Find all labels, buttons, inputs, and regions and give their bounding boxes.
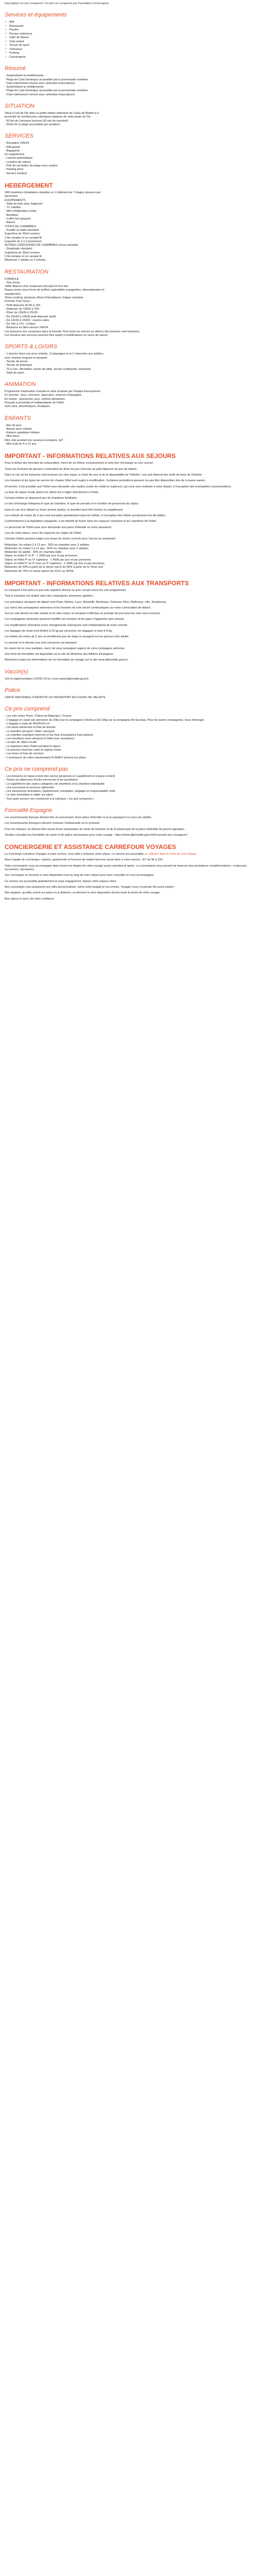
prix-comprend-line: - Le transfert aéroport / hôtel / aéroport: [5, 730, 55, 733]
prix-non-line: - Les assurances annulation, rapatriement, annulation, bagages et responsabilité civile: [5, 790, 116, 793]
animation-body: [5, 390, 253, 409]
conciergerie-paragraph: Votre conciergerie vous accompagne dans toutes les étapes de votre voyage avant, pendant et après. La conciergerie vous permet de réserver des prestations complémentaires : restaurant, excursions, spectacles...: [5, 864, 247, 872]
important1-line: Séjour en hôtel 4* ou 5* supérieur : 1 400€ par jour et par personne.: [5, 558, 92, 562]
services2-line: - Service médical: [5, 172, 27, 175]
services-item: ✓ Restaurant: [5, 24, 24, 28]
prix-comprend-line: - 1 bagage en soute par personne de 20kg (sur la compagnie Volotea et de 23kg sur la compagnie Air Europa). Pour les autres compagnies, nous interroger.: [5, 718, 205, 722]
hebergement-line: TYPES DE CHAMBRES: [5, 225, 36, 228]
enfants-body: [5, 424, 253, 447]
hebergement-line: - Coffre-fort (payant): [5, 217, 31, 221]
prix-non-line: - La taxe touristique à régler sur place: [5, 793, 53, 797]
services-title: Services et équipements: [5, 12, 67, 19]
important2-paragraph: Sur les vols directs en aller simple et en aller-retour, le transport s'effectue en principe de jour pour les vols court-courriers.: [5, 612, 161, 616]
conciergerie-body: [5, 853, 253, 901]
animation-line: Golf, bars, discothèques, boutiques: [5, 405, 50, 409]
vaccins-body: [5, 677, 253, 681]
hebergement-line: - Bouilloire: [5, 213, 19, 217]
prix-comprend-line: - Les taxes et frais de services: [5, 752, 44, 756]
police-line: CARTE NATIONALE D'IDENTITE OU PASSEPORT EN COURS DE VALIDITE: [5, 696, 106, 700]
intro-text: Description Ce prix comprend / Ce prix ne comprend pas Formalités Conciergerie: [5, 2, 109, 5]
important1-paragraph: Certains hôtels peuvent exiger une tenue de soirée correcte pour l'accès au restaurant.: [5, 537, 116, 541]
prix-comprend-line: - La pension réservée selon le régime choisi: [5, 749, 61, 752]
prix-comprend-line: - Les vols retour Paris / Palma de Majorque / France: [5, 715, 72, 718]
formalites-title: Formalité Espagne: [5, 807, 53, 814]
conciergerie-title: CONCIERGERIE ET ASSISTANCE CARREFOUR VOYAGES: [5, 843, 176, 851]
prix-comprend-line: - L'assistance de notre représentant FLANEO présent sur place: [5, 756, 86, 759]
important1-paragraph: Le bon d'échange indiquera le type de chambre, le type de pension et le nombre de personnes du séjour.: [5, 502, 139, 506]
police-body: [5, 696, 253, 700]
resume-line: - Surplombant la méditerranée: [5, 74, 44, 78]
hebergement-title: HEBERGEMENT: [5, 181, 53, 189]
restauration-title: RESTAURATION: [5, 268, 49, 275]
important1-paragraph: Conformément à la législation espagnole, il est interdit de fumer dans les espaces communs et les chambres de l'hôtel.: [5, 520, 157, 523]
conciergerie-paragraph: Bon séjour et merci de votre confiance.: [5, 897, 55, 901]
hebergement-line: 2 lits simples et un canapé-lit: [5, 255, 42, 258]
services-item: ✓ Télévision: [5, 47, 23, 51]
services2-line: - Prêt de serviettes de plage sous caution: [5, 164, 58, 168]
services-item: ✓ Piscine: [5, 28, 19, 32]
sports-line: - Salle de sport: [5, 371, 24, 375]
resume-title: Résumé: [5, 65, 26, 72]
resume-line: - Plage de Cala Domingos accessible par la promenade maritime: [5, 78, 88, 81]
important1-paragraph: Le personnel de l'hôtel peut vous demander une pièce d'identité ou votre passeport.: [5, 526, 112, 529]
formalites-paragraph: Pour les mineurs, ils doivent être munis d'une autorisation de sortie de territoire et de la photocopie de la pièce d'identité du parent signataire.: [5, 827, 185, 831]
conciergerie-paragraph: Nos équipes, qu'elles soient sur place ou à distance, se tiennent à votre disposition durant toute la durée de votre voyage.: [5, 891, 160, 895]
restauration-line: - De 16h à 17h : Crêpes: [5, 323, 36, 326]
enfants-line: - Mini-club de 4 à 12 ans: [5, 443, 37, 446]
formalites-paragraph: Les ressortissants français doivent être en possession d'une pièce d'identité ou d'un passeport en cours de validité.: [5, 816, 152, 819]
prix-comprend-title: Ce prix comprend: [5, 706, 50, 713]
resume-line: - Club entièrement rénové avec animation francophone: [5, 81, 75, 85]
situation-body: [5, 112, 253, 127]
services-list: [5, 21, 253, 59]
important1-line: Réduction 1er enfant 2 à 11 ans : 50% en chambre avec 2 adultes.: [5, 543, 90, 547]
situation-line: proximité de nombreuses calanques typiques de cette partie de l'île: [5, 115, 91, 119]
restauration-line: Show cooking, plusieurs dîners thématiques chaque semaine: [5, 296, 84, 300]
prix-comprend-body: [5, 715, 253, 760]
prix-non-line: - Toutes les dépenses d'ordre personnel et les pourboires: [5, 778, 78, 782]
enfants-line: - Espace aquatique ludique: [5, 431, 40, 435]
restauration-line: - Déjeuner de 13h00 à 15h: [5, 307, 39, 311]
restauration-line: Les horaires des services peuvent être sujets à modifications en cours de saison.: [5, 334, 109, 337]
services-item: ✓ Terrain de sport: [5, 44, 29, 47]
important2-title: IMPORTANT - INFORMATIONS RELATIVES AUX TRANSPORTS: [5, 579, 189, 587]
important1-paragraph: Les enfants de moins de 2 ans sont acceptés gratuitement dans les hôtels, à l'exception des hôtels qui facturent les lits bébés.: [5, 514, 166, 518]
resume-line: - Surplombant la méditerranée: [5, 86, 44, 89]
prix-non-line: - Le supplément des autres catégories de chambres et la chambre individuelle: [5, 782, 105, 786]
prix-non-body: [5, 775, 253, 801]
check-icon: ✓: [5, 32, 8, 36]
prix-comprend-line: - La taxe de séjour locale: [5, 741, 37, 744]
hebergement-line: - Salle de bain avec baignoire: [5, 202, 43, 206]
services2-line: En supplément :: [5, 153, 26, 157]
services2-line: - Réception 24h/24: [5, 142, 29, 145]
important2-paragraph: Tout le transport est réalisé avec des compagnies aériennes agréées.: [5, 595, 94, 598]
sports-body: [5, 352, 253, 375]
conciergerie-paragraph: Nous équipe de concierges, experts, passionnés et heureux de mettre tout leur savoir-faire à votre service, 7j/7 de 9h à 22h.: [5, 858, 164, 862]
prix-comprend-line: - Les taxes aériennes et frais de dossier: [5, 726, 56, 730]
prix-non-title: Ce prix ne comprend pas: [5, 766, 68, 772]
check-icon: ✓: [5, 52, 8, 55]
check-icon: ✓: [5, 36, 8, 40]
enfants-line: - Bassin pour enfants: [5, 427, 32, 431]
prix-non-line: - Les excursions et services optionnels: [5, 786, 55, 789]
formalites-body: [5, 816, 253, 837]
enfants-line: - Mini-disco: [5, 435, 20, 438]
restauration-line: Table disposé d'un restaurant principal et d'un bar.: [5, 285, 69, 289]
hebergement-line: Maximum 2 adultes et 2 enfants: [5, 259, 46, 262]
important2-paragraph: En raison de la crise sanitaire, merci de vous renseigner auprès de votre compagnie aérienne.: [5, 647, 125, 650]
restauration-line: - De 13h30 à 15h00 : snacks salés: [5, 318, 50, 322]
important2-paragraph: Les principaux aéroports de départ sont Paris, Nantes, Lyon, Marseille, Bordeaux, Toulouse, Nice, Mulhouse, Lille, Strasbourg.: [5, 600, 167, 604]
important1-title: IMPORTANT - INFORMATIONS RELATIVES AUX SEJOURS: [5, 452, 176, 460]
police-title: Police: [5, 687, 20, 694]
important1-line: Réduction 3e adulte : 20% en chambre triple.: [5, 551, 62, 554]
formalites-paragraph: Les ressortissants étrangers doivent contacter l'ambassade ou le consulat.: [5, 822, 100, 825]
important2-paragraph: Les compagnies aériennes peuvent modifier les horaires et les types d'appareils sans préavis.: [5, 618, 125, 621]
check-icon: ✓: [5, 24, 8, 28]
important2-paragraph: Le premier et le dernier jour sont consacrés au transport.: [5, 641, 77, 645]
check-icon: ✓: [5, 44, 8, 47]
conciergerie-paragraph: Ce service est accessible gratuitement et sans engagement, depuis votre espace client.: [5, 879, 117, 883]
check-icon: ✓: [5, 47, 8, 51]
animation-line: Payante à proximité et indépendante de l'hôtel: [5, 401, 64, 404]
important1-line: Réduction 2e enfant 2 à 11 ans : 50% en chambre avec 2 adultes.: [5, 547, 89, 550]
services-item: ✓ Conciergerie: [5, 55, 26, 59]
services2-line: - Wifi gratuit: [5, 145, 20, 149]
prix-comprend-line: - 1 bagage à main de 40x30x20 cm: [5, 722, 50, 725]
important2-paragraph: Les noms des compagnies aériennes et les horaires de vols seront communiqués sur votre convocation de départ.: [5, 606, 151, 609]
important2-paragraph: Les bagages de soute sont limités à 20 kg par personne, les bagages à main à 8 kg.: [5, 629, 112, 633]
important2-paragraph: Une fiche de formalités est disponible sur le site du Ministère des Affaires Étrangères.: [5, 653, 114, 656]
restauration-line: espagnoles).: [5, 292, 22, 296]
formalites-paragraph: Veuillez consulter les formalités de santé et de police nécessaires pour votre voyage : https://www.diplomatie.gouv.fr/fr/conseils-aux-voyageurs/: [5, 833, 188, 837]
restauration-line: - Tout inclus: [5, 281, 20, 284]
situation-line: - 63 km de l'aéroport (environ 50 min de transfert): [5, 119, 68, 123]
important1-line: Réduction de 75% en haute saison du 01/11 au 30/04.: [5, 569, 74, 573]
check-icon: ✓: [5, 21, 8, 24]
hebergement-line: - Quadruple standard :: [5, 247, 34, 251]
services2-line: - Parking privé: [5, 168, 24, 172]
hebergement-line: Superficie de 20m2 environ: [5, 251, 40, 255]
important2-paragraph: Les modifications d'horaires et les changements d'aéroports sont indépendants de notre volonté.: [5, 623, 128, 627]
animation-line: Programme d'animation complet et varié proposé par l'équipe francophone.: [5, 390, 101, 394]
hebergement-line: ascenseur: [5, 195, 18, 198]
important1-paragraph: Dans le cas d'un départ ou d'une arrivée tardive, le transfert peut être facturé en supplément.: [5, 508, 124, 512]
animation-line: En journée : jeux, concours, aqua-gym, séances d'aquagym,: [5, 394, 83, 397]
hebergement-line: - TV satellite: [5, 206, 21, 210]
services2-line: - Location de voiture: [5, 160, 31, 164]
important1-paragraph: Pour le début des formules de restauration, merci de se référer exclusivement à votre bon d'échange ou vos courriel: [5, 462, 153, 465]
important1-body: [5, 462, 253, 573]
important1-paragraph: Dans le cas où les boissons sont incluses lors des repas, le choix de vins et de la disponibilité de l'hôtelier. Leur prix dépend des tarifs de base de l'hôtelier: [5, 473, 202, 477]
enfants-title: ENFANTS: [5, 415, 31, 421]
important1-paragraph: Toute les formules de pension s'entendent du dîner du jour d'arrivée au petit déjeuner du jour de départ.: [5, 467, 137, 471]
important2-body: [5, 589, 253, 663]
vaccins-line: Voir la réglementation COVID-19 en cours www.diplomatie.gouv.fr: [5, 677, 89, 681]
situation-line: Situé à l'est de l'île dans la petite station balnéaire de Calas de Mallorca à: [5, 112, 99, 115]
hebergement-line: 2 lits simples et un canapé-lit: [5, 236, 42, 240]
restauration-body: [5, 278, 253, 338]
hebergement-line: 208 chambres climatisées réparties en 1 bâtiment de 7 étages desservi par: [5, 191, 101, 194]
prix-comprend-line: - Les transferts entre aéroport et hôtel avec assistance: [5, 737, 75, 741]
restauration-line: FORMULE: [5, 277, 19, 281]
restauration-line: - Boissons en libre-service 24h/24: [5, 326, 49, 330]
services-item: ✓ Wifi: [5, 21, 14, 24]
restauration-line: Formule Tout Inclus :: [5, 300, 31, 303]
hebergement-line: AUTRES CATEGORIES DE CHAMBRES (nous consulter: [5, 244, 78, 247]
important1-paragraph: La taxe de séjour locale (selon les villes) est à régler directement à l'hôtel.: [5, 490, 99, 494]
conciergerie-link[interactable]: en cliquant dans la visite de votre départ: [144, 853, 197, 856]
restauration-line: - De 10h30 à 13h30 petit déjeuner tardif: [5, 315, 56, 318]
conciergerie-paragraph: Vos concierges se tiennent à votre disposition tout au long de votre séjour pour vous conseiller et vous accompagner.: [5, 874, 155, 877]
important1-paragraph: Lors de votre séjour, merci de respecter les règles de l'hôtel.: [5, 531, 82, 535]
animation-title: ANIMATION: [5, 381, 36, 388]
important1-line: Séjour en hôtel 3* et 4* : 1 200€ par jour et par personne.: [5, 554, 78, 558]
sports-line: - Terrain de tennis: [5, 360, 28, 363]
services2-line: - Laverie automatique: [5, 157, 33, 160]
check-icon: ✓: [5, 55, 8, 59]
sports-line: - 1 piscine (dont une pour enfants, 2 patauages et et 2 réservées aux adultes,: [5, 352, 104, 356]
services2-body: [5, 142, 253, 176]
services2-line: - Bagagerie: [5, 149, 20, 152]
resume-line: - Plage de Cala Domingos accessible par la promenade maritime: [5, 89, 88, 93]
conciergerie-intro: Le Concierge Carrefour Voyages à votre service, vous aide à préparer votre séjour. Le service est accessible en cliquant dans la visite de votre départ: [5, 853, 197, 856]
sports-line: - Tir à l'arc, fléchettes, tennis de table, terrain multisports, waterpolo: [5, 367, 91, 371]
conciergerie-paragraph: Nos concierges vous proposent une offre personnalisée, selon votre budget et vos envies. Voyager vous n'a jamais été aussi simple !: [5, 885, 175, 889]
prix-comprend-line: - Le logement dans l'hôtel pendant le séjour: [5, 744, 61, 748]
enfants-line: - Aire de jeux: [5, 423, 22, 427]
important2-paragraph: Le transport n'est prévu et par voie régulière directe ou avec escale selon les vols programmés.: [5, 588, 127, 592]
page: [0, 0, 258, 912]
services-item: ✓ Parking: [5, 52, 19, 55]
services-item: ✓ Piscine extérieure: [5, 32, 33, 36]
check-icon: ✓: [5, 28, 8, 32]
vaccins-title: Vaccin(s): [5, 668, 28, 675]
hebergement-body: [5, 191, 253, 263]
important1-line: Séjour en hôtel 5* ou 5* luxe ou 4* supérieur : 1 600€ par jour et par personne.: [5, 562, 105, 566]
sports-line: avec chaises longues et parasols: [5, 356, 47, 360]
check-icon: ✓: [5, 40, 8, 43]
important2-paragraph: Les bébés de moins de 2 ans ne bénéficient pas de siège et voyagent sur les genoux d'un adulte.: [5, 635, 130, 639]
important2-paragraph: Retrouvez toutes les informations sur les formalités de voyage sur le site www.diplomatie.gouv.fr.: [5, 658, 128, 662]
situation-line: - 500m de la plage accessible par escaliers: [5, 123, 60, 126]
services-item: ✓ Club enfant: [5, 40, 24, 43]
hebergement-line: - Double ou triple standard :: [5, 228, 41, 232]
services-item: ✓ Salle de fitness: [5, 36, 29, 40]
restauration-line: Repas servis sous forme de buffets (spécialités espagnoles, internationales et: [5, 289, 104, 292]
situation-title: SITUATION: [5, 103, 35, 110]
important1-line: Réduction de 30% à partir de la 3ème nuit et de 50% à partir de la 7ème nuit.: [5, 566, 104, 569]
hebergement-line: EQUIPEMENTS: [5, 198, 26, 202]
animation-line: En soirée : spectacles, jeux, soirées dansantes.: [5, 397, 66, 401]
hebergement-line: - Mini-réfrigérateur (vide): [5, 210, 37, 213]
restauration-line: - Petit déjeuner de 8h à 10h: [5, 303, 41, 307]
sports-title: SPORTS & LOISIRS: [5, 344, 57, 350]
sports-line: - Terrain de pétanque: [5, 364, 33, 367]
enfants-line: Mini club pendant les vacances scolaires, 4j/7 :: [5, 438, 65, 442]
important1-paragraph: A l'arrivée, il est possible que l'hôtel vous demande une caution (carte de crédit ou espèces), qui vous sera restituée à votre départ, à l'exception des éventuelles consommations.: [5, 485, 232, 488]
hebergement-line: Capacité de 2 à 3 personnes: [5, 240, 42, 243]
important1-paragraph: Certains hôtels ne disposent pas de chambres familiales.: [5, 497, 78, 500]
restauration-line: Les boissons non comprises dans la formule Tout Inclus au service en dehors des horaires sont facturées.: [5, 330, 140, 333]
prix-non-line: - Tout autre service non mentionné à la rubrique « Ce prix comprend »: [5, 797, 94, 801]
restauration-line: - Dîner de 19h30 à 21h30: [5, 311, 38, 315]
services2-title: SERVICES: [5, 133, 34, 140]
hebergement-line: Superficie de 20m2 environ: [5, 232, 40, 236]
prix-non-line: - Les boissons et repas à bord des avions (proposés en supplément et à payer à bord): [5, 774, 115, 778]
resume-body: [5, 74, 253, 97]
prix-comprend-line: - La chambre standard réservée et les frais d'assistance francophone: [5, 733, 93, 737]
resume-line: - Club entièrement rénové avec animation francophone: [5, 93, 75, 96]
important1-paragraph: Les horaires et les types de service de chaque hôtel sont sujets à modification. Certaines prestations peuvent ne pas être disponibles lors de la basse saison.: [5, 479, 206, 483]
hebergement-line: - Balcon: [5, 221, 15, 225]
